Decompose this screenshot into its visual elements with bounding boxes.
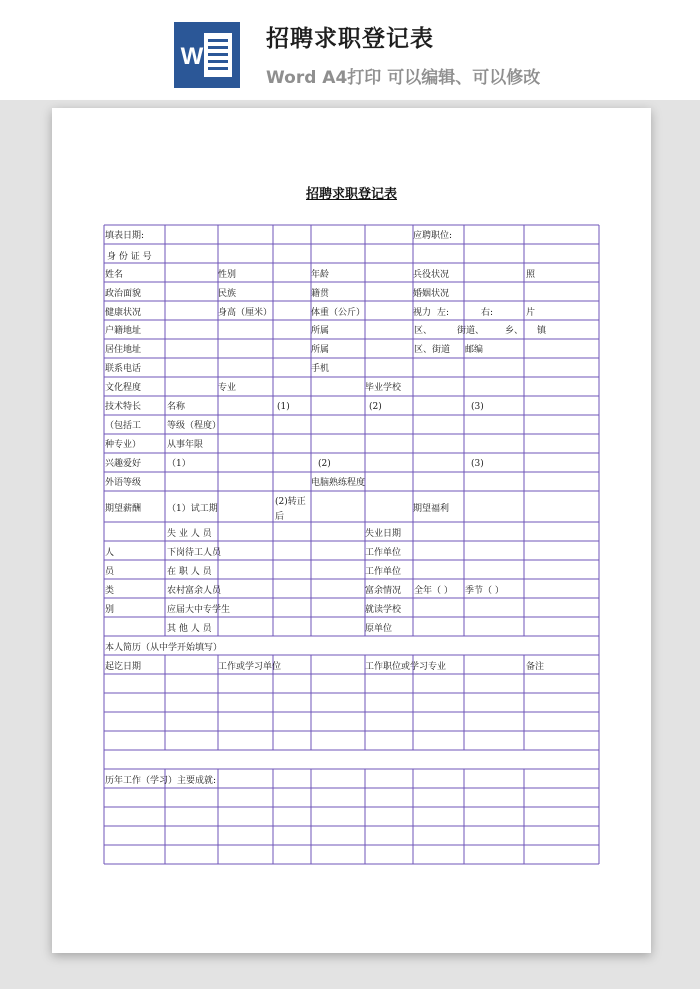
military-label: 兵役状况 xyxy=(413,270,450,280)
contact-phone-label: 联系电话 xyxy=(105,364,142,374)
skill-name-label: 名称 xyxy=(167,402,186,412)
type-char-3: 类 xyxy=(105,586,115,596)
native-place-label: 籍贯 xyxy=(311,289,330,299)
language-label: 外语等级 xyxy=(105,478,142,488)
period-header: 起讫日期 xyxy=(105,662,142,672)
skill-note-2: 种专业） xyxy=(105,440,142,450)
weight-label: 体重（公斤） xyxy=(311,308,366,318)
rural-status-label: 富余情况 xyxy=(365,586,402,596)
skill-label: 技术特长 xyxy=(105,402,142,412)
ethnicity-label: 民族 xyxy=(218,289,237,299)
height-label: 身高（厘米） xyxy=(218,308,273,318)
gender-label: 性别 xyxy=(218,270,237,280)
major-label: 专业 xyxy=(218,383,237,393)
regular-label-2: 后 xyxy=(275,512,285,522)
computer-label: 电脑熟练程度 xyxy=(311,478,366,488)
vision-right-label: 右: xyxy=(481,308,494,318)
svg-text:W: W xyxy=(180,43,204,70)
district-label-1: 区、 xyxy=(414,326,433,336)
full-year-label: 全年（ ） xyxy=(414,586,453,596)
photo-label-1: 照 xyxy=(526,270,536,280)
district-label-2: 区、街道 xyxy=(414,345,451,355)
achievements-label: 历年工作（学习）主要成就: xyxy=(105,776,217,786)
mobile-label: 手机 xyxy=(311,364,330,374)
remark-header: 备注 xyxy=(526,662,545,672)
township-label: 乡、 xyxy=(505,326,524,336)
hobby-item-3: (3) xyxy=(471,459,484,469)
job-major-header: 工作职位或学习专业 xyxy=(365,662,447,672)
political-label: 政治面貌 xyxy=(105,289,142,299)
hobby-item-2: (2) xyxy=(318,459,331,469)
word-document-icon xyxy=(174,22,240,88)
type-char-4: 别 xyxy=(105,605,115,615)
document-title: 招聘求职登记表 xyxy=(305,187,397,202)
skill-note-1: （包括工 xyxy=(105,421,142,431)
others-label: 其 他 人 员 xyxy=(167,624,212,634)
education-label: 文化程度 xyxy=(105,383,142,393)
header-bar xyxy=(0,0,700,100)
skill-item-2: (2) xyxy=(369,402,382,412)
fill-date-label: 填表日期: xyxy=(105,231,145,241)
name-label: 姓名 xyxy=(105,270,124,280)
skill-item-3: (3) xyxy=(471,402,484,412)
vision-label: 视力 xyxy=(413,308,432,318)
work-unit-label-2: 工作单位 xyxy=(365,567,402,577)
resume-label: 本人简历（从中学开始填写） xyxy=(105,643,223,653)
unit-header: 工作或学习单位 xyxy=(218,662,282,672)
laid-off-label: 下岗待工人员 xyxy=(167,548,222,558)
employed-label: 在 职 人 员 xyxy=(167,567,212,577)
page-subtitle: Word A4打印 可以编辑、可以修改 xyxy=(266,68,541,88)
original-unit-label: 原单位 xyxy=(365,624,393,634)
street-label-1: 街道、 xyxy=(457,326,485,336)
health-label: 健康状况 xyxy=(105,308,142,318)
trial-label: （1）试工期 xyxy=(167,504,218,514)
unemployed-label: 失 业 人 员 xyxy=(167,529,212,539)
town-label: 镇 xyxy=(537,326,547,336)
belong-label-2: 所属 xyxy=(311,345,330,355)
rural-label: 农村富余人员 xyxy=(167,586,222,596)
document-page xyxy=(52,108,651,953)
unemployed-date-label: 失业日期 xyxy=(365,529,402,539)
graduate-label: 应届大中专学生 xyxy=(167,605,231,615)
hukou-label: 户籍地址 xyxy=(105,326,142,336)
residence-label: 居住地址 xyxy=(105,345,142,355)
photo-label-2: 片 xyxy=(526,308,536,318)
type-char-1: 人 xyxy=(105,548,115,558)
regular-label-1: (2)转正 xyxy=(275,497,306,507)
apply-position-label: 应聘职位: xyxy=(413,231,453,241)
age-label: 年龄 xyxy=(311,270,330,280)
seasonal-label: 季节（ ） xyxy=(465,586,504,596)
school-label: 毕业学校 xyxy=(365,383,402,393)
study-school-label: 就读学校 xyxy=(365,605,402,615)
belong-label-1: 所属 xyxy=(311,326,330,336)
hobby-label: 兴趣爱好 xyxy=(105,459,142,469)
page-title: 招聘求职登记表 xyxy=(266,26,434,52)
benefits-label: 期望福利 xyxy=(413,504,450,514)
id-number-label: 身 份 证 号 xyxy=(107,252,152,262)
skill-item-1: (1) xyxy=(277,402,290,412)
salary-label: 期望薪酬 xyxy=(105,504,142,514)
grade-label: 等级（程度） xyxy=(167,421,222,431)
type-char-2: 员 xyxy=(105,567,115,577)
marital-label: 婚姻状况 xyxy=(413,289,450,299)
work-unit-label-1: 工作单位 xyxy=(365,548,402,558)
vision-left-label: 左: xyxy=(437,308,450,318)
years-label: 从事年限 xyxy=(167,440,204,450)
hobby-item-1: （1） xyxy=(167,459,191,469)
postcode-label: 邮编 xyxy=(465,345,484,355)
